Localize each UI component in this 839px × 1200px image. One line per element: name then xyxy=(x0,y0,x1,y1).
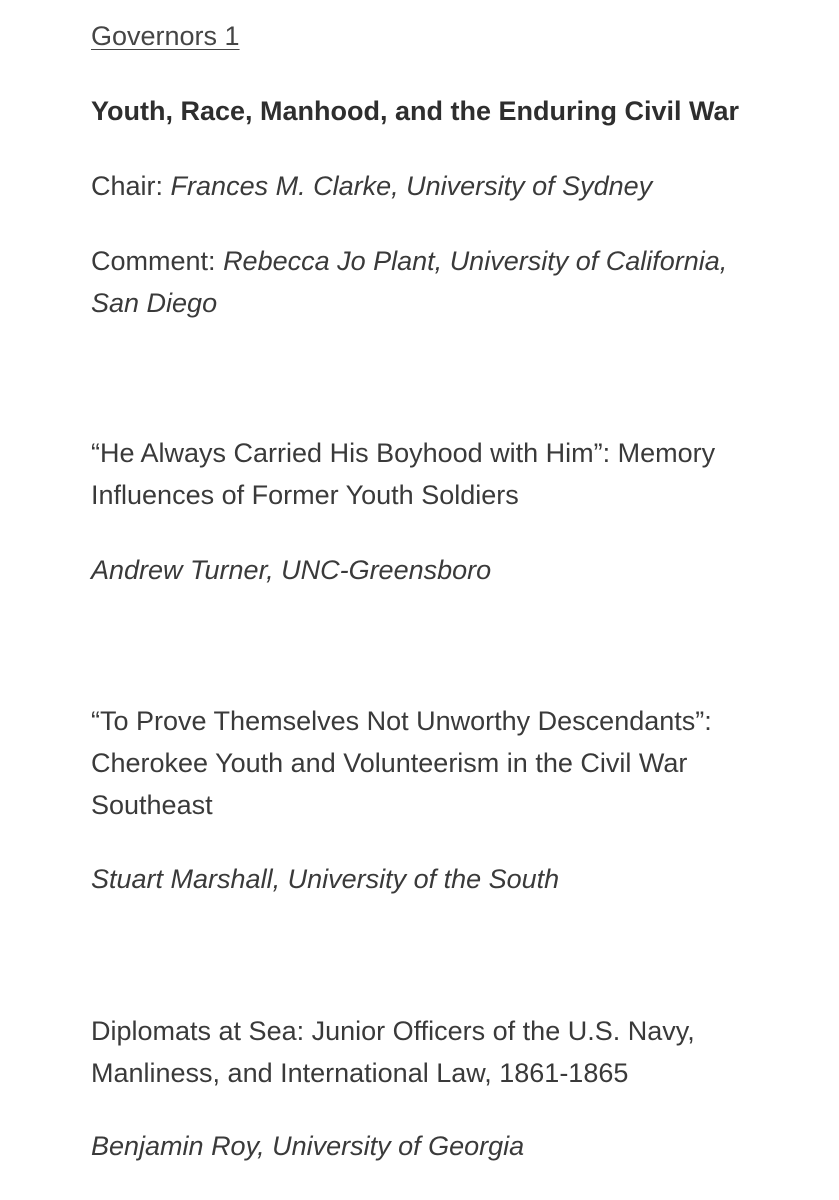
room-link[interactable] xyxy=(91,15,240,57)
paper-title-line: Cherokee Youth and Volunteerism in the Civil War xyxy=(91,748,688,778)
comment-line xyxy=(91,240,727,282)
chair-name: Frances M. Clarke, University of Sydney xyxy=(170,171,653,201)
paper-presenter: Benjamin Roy, University of Georgia xyxy=(91,1131,525,1161)
comment-label: Comment: xyxy=(91,246,216,276)
paper-title-line: Diplomats at Sea: Junior Officers of the U.S. Navy, xyxy=(91,1016,695,1046)
chair-line xyxy=(91,165,652,207)
room-link-text[interactable]: Governors 1 xyxy=(91,21,240,51)
comment-name: Rebecca Jo Plant, University of California, xyxy=(223,246,728,276)
chair-label: Chair: xyxy=(91,171,164,201)
session-title: Youth, Race, Manhood, and the Enduring Civil War xyxy=(91,96,740,126)
paper-title-line: Southeast xyxy=(91,790,213,820)
paper-title-line: “He Always Carried His Boyhood with Him”: Memory xyxy=(91,438,716,468)
paper-title-line: “To Prove Themselves Not Unworthy Descendants”: xyxy=(91,706,712,736)
paper-presenter: Andrew Turner, UNC-Greensboro xyxy=(91,555,492,585)
paper-title-line: Influences of Former Youth Soldiers xyxy=(91,480,519,510)
paper-title-line: Manliness, and International Law, 1861-1865 xyxy=(91,1058,629,1088)
paper-presenter: Stuart Marshall, University of the South xyxy=(91,864,560,894)
comment-name-continued: San Diego xyxy=(91,288,218,318)
